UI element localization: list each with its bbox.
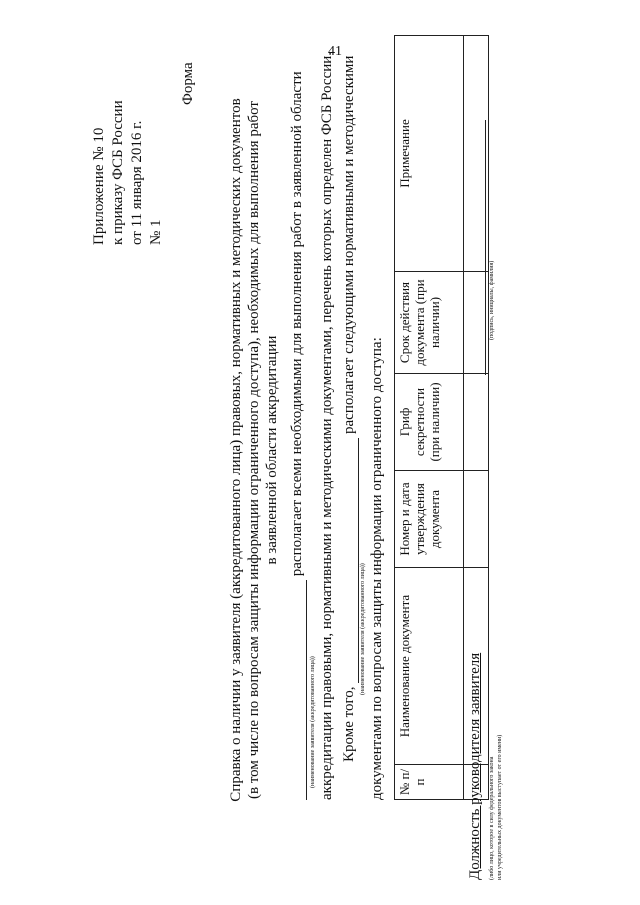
signature-note-line: или учредительных документов выступает от его имени): [497, 734, 503, 880]
paragraph-text: аккредитации правовыми, нормативными и методическими документами, перечень которых определен ФСБ России.: [319, 51, 335, 800]
appendix-line: Приложение № 10: [91, 127, 107, 245]
title-line: (в том числе по вопросам защиты информации ограниченного доступа), необходимых для выполнения работ: [246, 101, 262, 799]
applicant-name-field[interactable]: [290, 580, 307, 800]
appendix-block: [90, 25, 166, 245]
document-title: [227, 20, 281, 880]
table-cell[interactable]: [464, 374, 489, 471]
field-caption: (наименование заявителя (аккредитованного лица)): [360, 563, 366, 695]
appendix-line: от 11 января 2016 г.: [129, 120, 145, 245]
paragraph-text: располагает следующими нормативными и методическими: [341, 55, 357, 434]
applicant-name-field[interactable]: [342, 438, 359, 683]
header-cell: Номер и дата утверждения документа: [395, 471, 464, 568]
paragraph-2-line-1: [340, 20, 359, 800]
signature-note: [488, 735, 504, 880]
header-cell: Наименование документа: [395, 568, 464, 765]
form-label: Форма: [180, 62, 196, 105]
paragraph-text: документами по вопросам защиты информации ограниченного доступа:: [369, 337, 385, 800]
table-header-row: [395, 36, 464, 800]
signature-line[interactable]: [485, 120, 486, 375]
paragraph-text: располагает всеми необходимыми для выполнения работ в заявленной области: [289, 71, 305, 577]
signature-title: Должность руководителя заявителя: [467, 652, 483, 880]
paragraph-text: Кроме того,: [341, 686, 357, 762]
signature-note-line: (либо лицо, которое в силу федерального закона: [489, 756, 495, 880]
field-caption: (наименование заявителя (аккредитованного лица)): [310, 656, 316, 788]
table-cell[interactable]: [464, 471, 489, 568]
signature-caption: (подпись, инициалы, фамилия): [489, 260, 495, 340]
header-cell: Срок действия документа (при наличии): [395, 272, 464, 374]
title-line: в заявленной области аккредитации: [264, 335, 280, 565]
page-number: 41: [328, 44, 342, 59]
title-line: Справка о наличии у заявителя (аккредитованного лица) правовых, нормативных и методических документов: [228, 98, 244, 802]
appendix-line: № 1: [148, 219, 164, 245]
rotated-form: [72, 20, 552, 880]
header-cell: Примечание: [395, 36, 464, 272]
appendix-line: к приказу ФСБ России: [110, 100, 126, 245]
header-cell: Гриф секретности (при наличии): [395, 374, 464, 471]
paragraph-1-line-1: [288, 20, 307, 800]
header-cell: № п/п: [395, 765, 464, 800]
